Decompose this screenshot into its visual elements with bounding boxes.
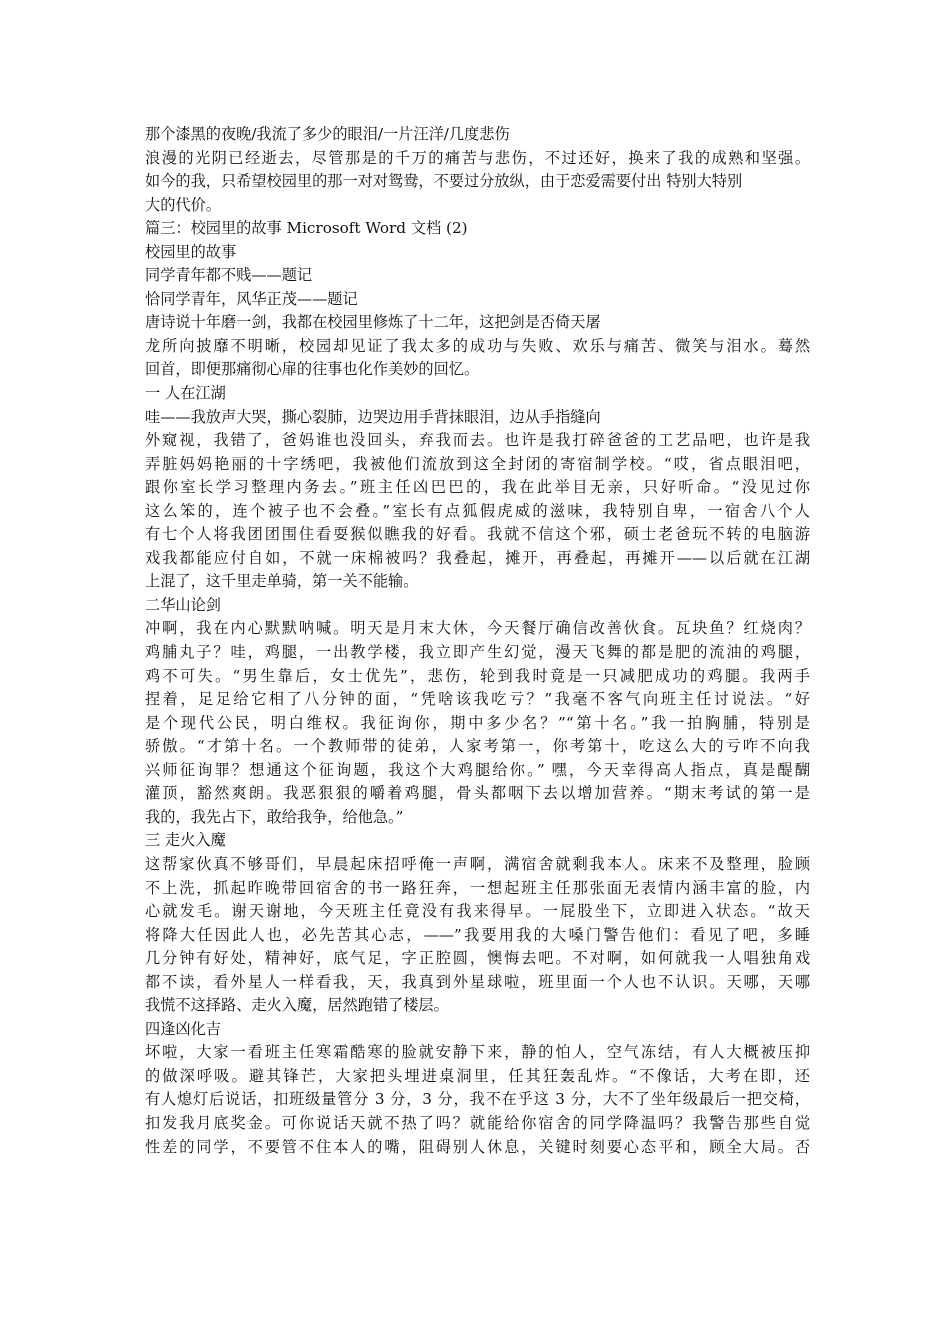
text-line: 龙所向披靡不明晰，校园却见证了我太多的成功与失败、欢乐与痛苦、微笑与泪水。蓦然	[145, 336, 810, 355]
text-line: 四逢凶化吉	[145, 1019, 221, 1038]
text-line: 将降大任因此人也，必先苦其心志，——”我要用我的大嗓门警告他们：看见了吧，多睡	[145, 925, 810, 944]
text-line: 哇——我放声大哭，撕心裂肺，边哭边用手背抹眼泪，边从手指缝向	[145, 407, 601, 426]
text-line: 的做深呼吸。避其锋芒，大家把头埋进桌洞里，任其狂轰乱炸。“不像话，大考在即，还	[145, 1066, 810, 1085]
text-line: 这帮家伙真不够哥们，早晨起床招呼俺一声啊，满宿舍就剩我本人。床来不及整理，脸顾	[145, 854, 810, 873]
text-line: 二华山论剑	[145, 595, 221, 614]
text-line: 我慌不这择路、走火入魔，居然跑错了楼层。	[145, 996, 449, 1015]
text-line: 鸡不可失。“男生靠后，女士优先”，悲伤，轮到我时竟是一只减肥成功的鸡腿。我两手	[145, 666, 810, 685]
document-page	[145, 123, 810, 1159]
text-line: 如今的我，只希望校园里的那一对对鸳鸯，不要过分放纵，由于恋爱需要付出 特别大特别	[145, 172, 743, 191]
text-line: 恰同学青年，风华正茂——题记	[145, 289, 358, 308]
text-line: 都不读，看外星人一样看我，天，我真到外星球啦，班里面一个人也不认识。天哪，天哪	[145, 972, 810, 991]
text-line: 回首，即便那痛彻心扉的往事也化作美妙的回忆。	[145, 360, 480, 379]
text-line: 鸡脯丸子？哇，鸡腿，一出教学楼，我立即产生幻觉，漫天飞舞的都是肥的流油的鸡腿，	[145, 643, 810, 662]
text-line: 我的，我先占下，敢给我争，给他急。”	[145, 807, 404, 826]
text-line: 唐诗说十年磨一剑，我都在校园里修炼了十二年，这把剑是否倚天屠	[145, 313, 601, 332]
text-line: 不上洗，抓起昨晚带回宿舍的书一路狂奔，一想起班主任那张面无表情内涵丰富的脸，内	[145, 878, 810, 897]
text-line: 那个漆黑的夜晚/我流了多少的眼泪/一片汪洋/几度悲伤	[145, 125, 510, 143]
text-line: 浪漫的光阴已经逝去，尽管那是的千万的痛苦与悲伤，不过还好，换来了我的成熟和坚强。	[145, 148, 810, 167]
text-line: 有七个人将我团团围住看耍猴似瞧我的好看。我就不信这个邪，硕士老爸玩不转的电脑游	[145, 525, 810, 544]
text-line: 校园里的故事	[145, 242, 237, 261]
text-line: 捏着，足足给它相了八分钟的面，“凭啥该我吃亏？”我毫不客气向班主任讨说法。“好	[145, 690, 810, 709]
text-line: 几分钟有好处，精神好，底气足，字正腔圆，懊悔去吧。不对啊，如何就我一人唱独角戏	[145, 949, 810, 968]
text-line: 性差的同学，不要管不住本人的嘴，阻碍别人休息，关键时刻要心态平和，顾全大局。否	[145, 1137, 810, 1156]
text-line: 灌顶，豁然爽朗。我恶狠狠的嚼着鸡腿，骨头都咽下去以增加营养。“期末考试的第一是	[145, 784, 810, 803]
text-line: 同学青年都不贱——题记	[145, 266, 313, 285]
text-line: 篇三：校园里的故事 Microsoft Word 文档 (2)	[145, 219, 468, 238]
text-line: 这么笨的，连个被子也不会叠。”室长有点狐假虎威的滋味，我特别自卑，一宿舍八个人	[145, 501, 810, 520]
text-line: 外窥视，我错了，爸妈谁也没回头，弃我而去。也许是我打碎爸爸的工艺品吧，也许是我	[145, 431, 810, 450]
text-line: 扣发我月底奖金。可你说话天就不热了吗？就能给你宿舍的同学降温吗？我警告那些自觉	[145, 1113, 810, 1132]
text-line: 跟你室长学习整理内务去。”班主任凶巴巴的，我在此举目无亲，只好听命。“没见过你	[145, 478, 810, 497]
text-line: 一 人在江湖	[145, 384, 226, 403]
text-line: 冲啊，我在内心默默呐喊。明天是月末大休，今天餐厅确信改善伙食。瓦块鱼？红烧肉？	[145, 619, 810, 638]
text-line: 三 走火入魔	[145, 831, 226, 850]
text-line: 戏我都能应付自如，不就一床棉被吗？我叠起，摊开，再叠起，再摊开——以后就在江湖	[145, 548, 810, 567]
text-line: 是个现代公民，明白维权。我征询你，期中多少名？”“第十名。”我一拍胸脯，特别是	[145, 713, 810, 732]
text-line: 心就发毛。谢天谢地，今天班主任竟没有我来得早。一屁股坐下，立即进入状态。“故天	[145, 902, 810, 921]
text-line: 骄傲。“才第十名。一个教师带的徒弟，人家考第一，你考第十，吃这么大的亏咋不向我	[145, 737, 810, 756]
text-line: 大的代价。	[145, 195, 221, 214]
text-line: 有人熄灯后说话，扣班级量管分 3 分，3 分，我不在乎这 3 分，大不了坐年级最后一把交椅，	[145, 1090, 810, 1109]
text-line: 坏啦，大家一看班主任寒霜酷寒的脸就安静下来，静的怕人，空气冻结，有人大概被压抑	[145, 1043, 810, 1062]
text-line: 弄脏妈妈艳丽的十字绣吧，我被他们流放到这全封闭的寄宿制学校。“哎，省点眼泪吧，	[145, 454, 810, 473]
text-line: 兴师征询罪？想通这个征询题，我这个大鸡腿给你。” 嘿，今天幸得高人指点，真是醍醐	[145, 760, 810, 779]
text-line: 上混了，这千里走单骑，第一关不能输。	[145, 572, 419, 591]
